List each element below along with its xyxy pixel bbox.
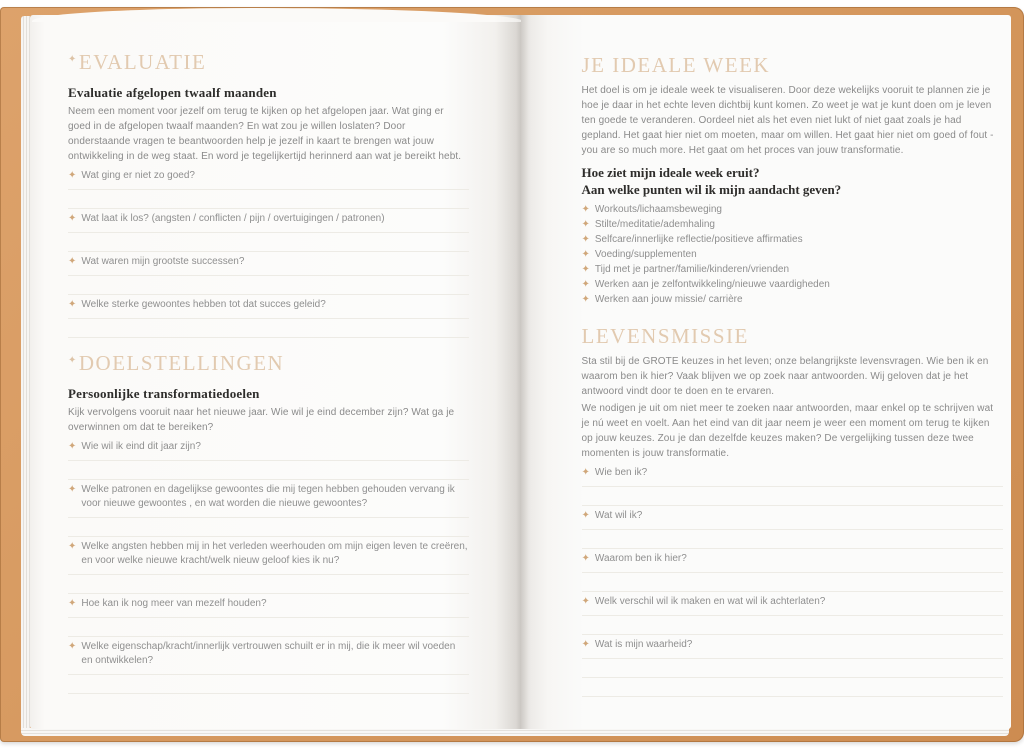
subhead-group — [582, 164, 1004, 198]
section-subtitle: Evaluatie afgelopen twaalf maanden — [68, 85, 277, 100]
question-block — [68, 295, 469, 338]
question-block — [68, 637, 469, 694]
section-intro: We nodigen je uit om niet meer te zoeken naar antwoorden, maar enkel op te schrijven wat je nú weet en voelt. Aan het eind van dit jaar neem je weer een moment om terug te kijken op jouw keuzes. Zou je dan dezelfde keuzes maken? De vergelijking tussen deze twee momenten is jouw transformatie. — [581, 403, 994, 459]
section-title-levensmissie — [582, 323, 1004, 349]
subhead-question: Hoe ziet mijn ideale week eruit? — [581, 165, 760, 180]
question-block — [68, 166, 469, 209]
section-subtitle: Persoonlijke transformatiedoelen — [68, 386, 260, 401]
sparkle-icon: ✦ — [581, 467, 590, 478]
sparkle-icon: ✦ — [68, 541, 77, 552]
sparkle-icon: ✦ — [581, 219, 590, 230]
list-item — [582, 247, 1004, 262]
question-text: Wat laat ik los? (angsten / conflicten / pijn / overtuigingen / patronen) — [81, 213, 385, 224]
answer-line — [68, 518, 469, 537]
section-title-text: JE IDEALE WEEK — [581, 53, 771, 77]
sparkle-icon: ✦ — [581, 596, 590, 607]
section-intro: Kijk vervolgens vooruit naar het nieuwe jaar. Wie wil je eind december zijn? Wat ga je overwinnen om dat te bereiken? — [68, 407, 455, 433]
list-item-text: Werken aan jouw missie/ carrière — [594, 294, 743, 305]
question-block — [582, 635, 1004, 697]
list-item-text: Stilte/meditatie/ademhaling — [594, 219, 715, 230]
question-block — [68, 537, 469, 594]
sparkle-icon: ✦ — [68, 598, 77, 609]
sparkle-icon: ✦ — [581, 294, 590, 305]
question-block — [68, 594, 469, 637]
answer-line — [68, 319, 469, 338]
sparkle-icon: ✦ — [68, 256, 77, 267]
question-text: Wie ben ik? — [594, 467, 648, 478]
sparkle-icon: ✦ — [581, 510, 590, 521]
sparkle-icon: ✦ — [68, 355, 78, 366]
left-page — [30, 15, 521, 729]
sparkle-icon: ✦ — [68, 213, 77, 224]
question-block — [68, 209, 469, 252]
list-item — [582, 277, 1004, 292]
journal-cover — [0, 7, 1024, 742]
answer-line — [582, 678, 1004, 697]
section-title-je-ideale-week — [582, 52, 1004, 78]
question-block — [582, 592, 1004, 635]
question-text: Hoe kan ik nog meer van mezelf houden? — [81, 598, 267, 609]
list-item — [582, 217, 1004, 232]
list-item-text: Workouts/lichaamsbeweging — [594, 204, 722, 215]
list-item — [582, 232, 1004, 247]
answer-line — [582, 616, 1004, 635]
question-text: Waarom ben ik hier? — [594, 553, 687, 564]
answer-line — [68, 461, 469, 480]
section-intro: Neem een moment voor jezelf om terug te kijken op het afgelopen jaar. Wat ging er goed in de afgelopen twaalf maanden? En wat zou je willen loslaten? Door onderstaande vragen te beantwoorden help je jezelf in kaart te brengen wat jouw ontwikkeling in de weg staat. En word je tegelijkertijd herinnerd aan wat je bereikt hebt. — [68, 106, 462, 162]
question-text: Wat is mijn waarheid? — [594, 639, 693, 650]
section-intro: Het doel is om je ideale week te visualiseren. Door deze wekelijks vooruit te plannen zie je hoe je daar in het echte leven dichtbij kunt komen. Zo weet je wat je kunt doen om je leven ten goede te veranderen. Oordeel niet als het even niet lukt of niet gaat zoals je had gepland. Het gaat hier niet om moeten, maar om willen. Het gaat hier niet om goed of fout - you are so much more. Het gaat om het proces van jouw transformatie. — [581, 85, 994, 156]
section-intro: Sta stil bij de GROTE keuzes in het leven; onze belangrijkste levensvragen. Wie ben ik en waarom ben ik hier? Vaak blijven we op zoek naar antwoorden. Wij geloven dat je het antwoord vindt door te doen en te ervaren. — [581, 356, 989, 397]
open-page-spread — [30, 15, 1011, 729]
answer-line — [582, 573, 1004, 592]
question-block — [68, 480, 469, 537]
sparkle-icon: ✦ — [581, 234, 590, 245]
list-item-text: Tijd met je partner/familie/kinderen/vrienden — [594, 264, 790, 275]
page-edge-stack-bottom — [21, 728, 1009, 736]
question-text: Welke patronen en dagelijkse gewoontes die mij tegen hebben gehouden vervang ik voor nieuwe gewoontes , en wat worden die nieuwe gewoontes? — [81, 484, 455, 509]
sparkle-icon: ✦ — [68, 484, 77, 495]
sparkle-icon: ✦ — [581, 264, 590, 275]
question-block — [582, 549, 1004, 592]
section-title-text: DOELSTELLINGEN — [78, 351, 285, 375]
question-text: Welke sterke gewoontes hebben tot dat succes geleid? — [81, 299, 326, 310]
answer-line — [68, 233, 469, 252]
answer-line — [68, 575, 469, 594]
answer-line — [582, 530, 1004, 549]
question-block — [68, 437, 469, 480]
question-text: Wat waren mijn grootste successen? — [81, 256, 245, 267]
question-text: Wat wil ik? — [594, 510, 643, 521]
list-item — [582, 292, 1004, 307]
question-block — [68, 252, 469, 295]
question-text: Welk verschil wil ik maken en wat wil ik achterlaten? — [594, 596, 826, 607]
subhead-question: Aan welke punten wil ik mijn aandacht geven? — [581, 182, 842, 197]
answer-line — [68, 276, 469, 295]
sparkle-icon: ✦ — [581, 553, 590, 564]
sparkle-icon: ✦ — [68, 641, 77, 652]
answer-line — [582, 659, 1004, 678]
answer-line — [582, 487, 1004, 506]
section-title-evaluatie — [68, 49, 469, 80]
list-item-text: Voeding/supplementen — [594, 249, 697, 260]
section-title-doelstellingen — [68, 350, 469, 381]
page-edge-stack-left — [21, 16, 30, 732]
list-item — [582, 202, 1004, 217]
answer-line — [68, 618, 469, 637]
list-item-text: Werken aan je zelfontwikkeling/nieuwe vaardigheden — [594, 279, 830, 290]
sparkle-icon: ✦ — [581, 249, 590, 260]
sparkle-icon: ✦ — [68, 170, 77, 181]
question-text: Wie wil ik eind dit jaar zijn? — [81, 441, 201, 452]
focus-points-list — [582, 202, 1004, 307]
question-block — [582, 463, 1004, 506]
answer-line — [68, 675, 469, 694]
sparkle-icon: ✦ — [68, 54, 78, 65]
sparkle-icon: ✦ — [581, 279, 590, 290]
section-title-text: LEVENSMISSIE — [581, 324, 749, 348]
list-item-text: Selfcare/innerlijke reflectie/positieve affirmaties — [594, 234, 803, 245]
sparkle-icon: ✦ — [68, 299, 77, 310]
question-text: Welke eigenschap/kracht/innerlijk vertrouwen schuilt er in mij, die ik meer wil voeden en ontwikkelen? — [81, 641, 456, 666]
right-page — [521, 15, 1012, 729]
section-title-text: EVALUATIE — [78, 50, 207, 74]
sparkle-icon: ✦ — [581, 204, 590, 215]
sparkle-icon: ✦ — [581, 639, 590, 650]
question-text: Wat ging er niet zo goed? — [81, 170, 195, 181]
answer-line — [68, 190, 469, 209]
question-text: Welke angsten hebben mij in het verleden weerhouden om mijn eigen leven te creëren, en voor welke nieuwe kracht/welk nieuw geloof kies ik nu? — [81, 541, 468, 566]
sparkle-icon: ✦ — [68, 441, 77, 452]
list-item — [582, 262, 1004, 277]
question-block — [582, 506, 1004, 549]
